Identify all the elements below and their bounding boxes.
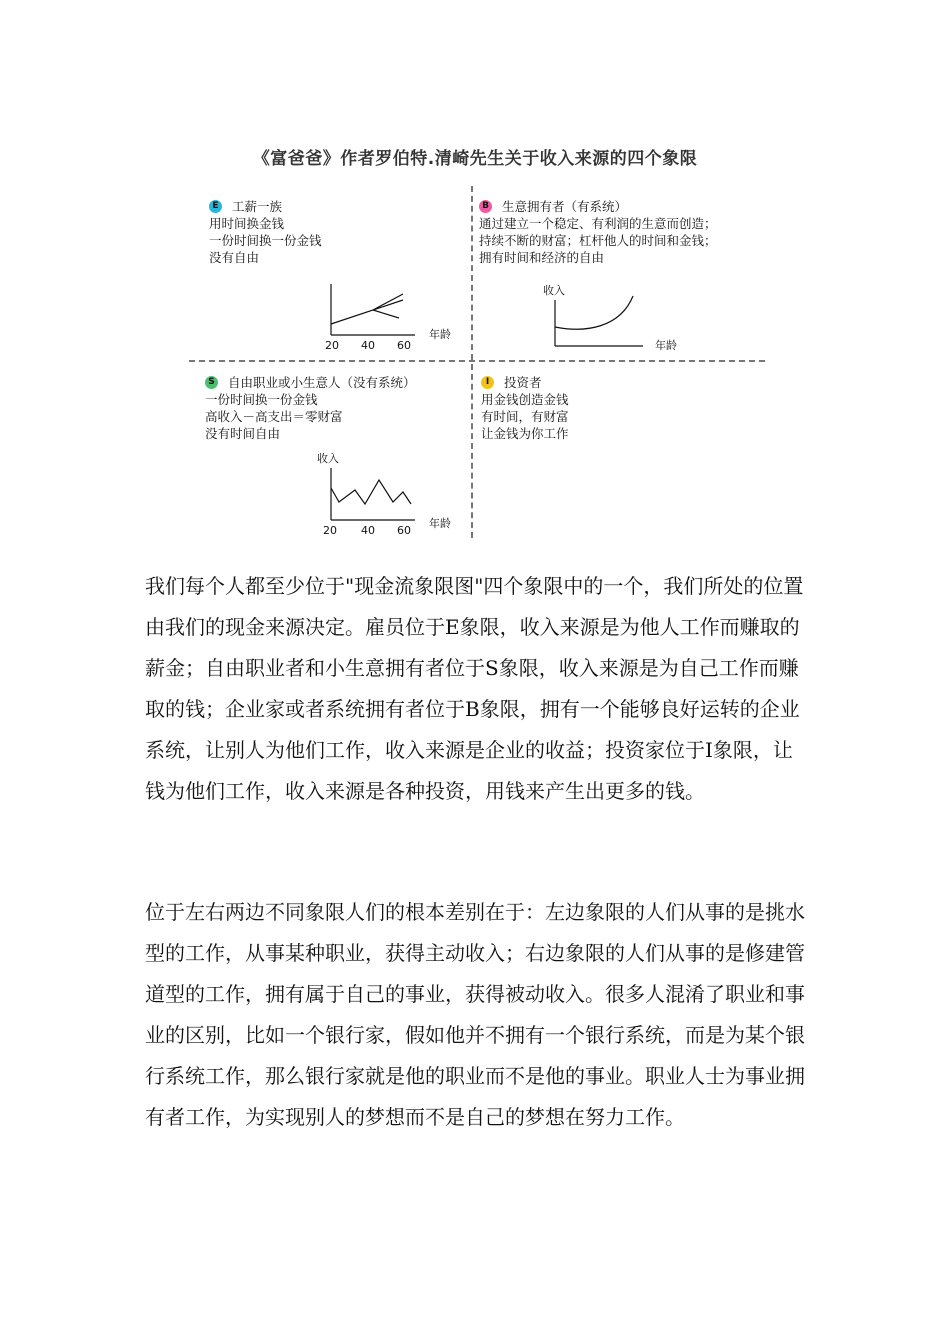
e-x-label: 年龄 [429, 328, 451, 341]
quadrant-e-header [209, 198, 459, 215]
paragraph-quadrant-positions: 我们每个人都至少位于"现金流象限图"四个象限中的一个，我们所处的位置由我们的现金来源决定。雇员位于E象限，收入来源是为他人工作而赚取的薪金；自由职业者和小生意拥有者位于S象限，收入来源是为自己工作而赚取的钱；企业家或者系统拥有者位于B象限，拥有一个能够良好运转的企业系统，让别人为他们工作，收入来源是企业的收益；投资家位于I象限，让钱为他们工作，收入来源是各种投资，用钱来产生出更多的钱。 [145, 574, 804, 803]
e-branch-lower [373, 310, 399, 318]
quadrant-b-badge: B [479, 200, 492, 213]
e-trend-line [331, 300, 403, 324]
e-age-tick: 40 [361, 339, 375, 352]
figure-title: 《富爸爸》作者罗伯特.清崎先生关于收入来源的四个象限 [252, 149, 698, 169]
quadrant-e [209, 198, 459, 266]
quadrant-i-line: 有时间，有财富 [481, 409, 569, 424]
quadrant-b-line: 拥有时间和经济的自由 [479, 250, 605, 265]
s-age-tick: 40 [361, 524, 375, 537]
horizontal-divider [189, 360, 765, 362]
quadrant-i-heading: 投资者 [504, 375, 542, 390]
quadrant-e-line: 没有自由 [209, 250, 260, 265]
quadrant-b-heading: 生意拥有者（有系统） [502, 199, 628, 214]
quadrant-s-header [205, 374, 465, 391]
quadrant-s-heading: 自由职业或小生意人（没有系统） [228, 375, 416, 390]
quadrant-s-chart [307, 448, 472, 540]
quadrant-b-header [479, 198, 769, 215]
quadrant-e-chart [315, 278, 465, 353]
quadrant-b-line: 持续不断的财富；杠杆他人的时间和金钱； [479, 233, 717, 248]
b-growth-curve [555, 296, 633, 329]
e-age-tick: 60 [397, 339, 411, 352]
s-zigzag-line [331, 480, 411, 504]
quadrant-e-heading: 工薪一族 [232, 199, 283, 214]
paragraph-left-right-difference: 位于左右两边不同象限人们的根本差别在于：左边象限的人们从事的是挑水型的工作，从事某种职业，获得主动收入；右边象限的人们从事的是修建管道型的工作，拥有属于自己的事业，获得被动收入。很多人混淆了职业和事业的区别，比如一个银行家，假如他并不拥有一个银行系统，而是为某个银行系统工作，那么银行家就是他的职业而不是他的事业。职业人士为事业拥有者工作，为实现别人的梦想而不是自己的梦想在努力工作。 [145, 900, 805, 1129]
s-age-tick: 20 [323, 524, 337, 537]
quadrant-b-line: 通过建立一个稳定、有利润的生意而创造； [479, 216, 717, 231]
quadrant-e-badge: E [209, 200, 222, 213]
quadrant-e-line: 用时间换金钱 [209, 216, 285, 231]
quadrant-i-line: 用金钱创造金钱 [481, 392, 569, 407]
quadrant-e-line: 一份时间换一份金钱 [209, 233, 322, 248]
quadrant-s [205, 374, 465, 442]
s-x-label: 年龄 [429, 517, 451, 530]
quadrant-s-line: 没有时间自由 [205, 426, 281, 441]
b-x-label: 年龄 [655, 339, 677, 352]
quadrant-s-line: 高收入－高支出＝零财富 [205, 409, 343, 424]
quadrant-b [479, 198, 769, 266]
s-y-label: 收入 [317, 452, 339, 465]
quadrant-i-badge: I [481, 376, 494, 389]
cashflow-quadrant-figure [185, 138, 765, 543]
b-y-label: 收入 [543, 284, 565, 297]
quadrant-i-header [481, 374, 741, 391]
quadrant-i [481, 374, 741, 442]
e-age-tick: 20 [325, 339, 339, 352]
quadrant-s-line: 一份时间换一份金钱 [205, 392, 318, 407]
quadrant-b-chart [525, 280, 700, 360]
s-age-tick: 60 [397, 524, 411, 537]
quadrant-s-badge: S [205, 376, 218, 389]
quadrant-i-line: 让金钱为你工作 [481, 426, 569, 441]
